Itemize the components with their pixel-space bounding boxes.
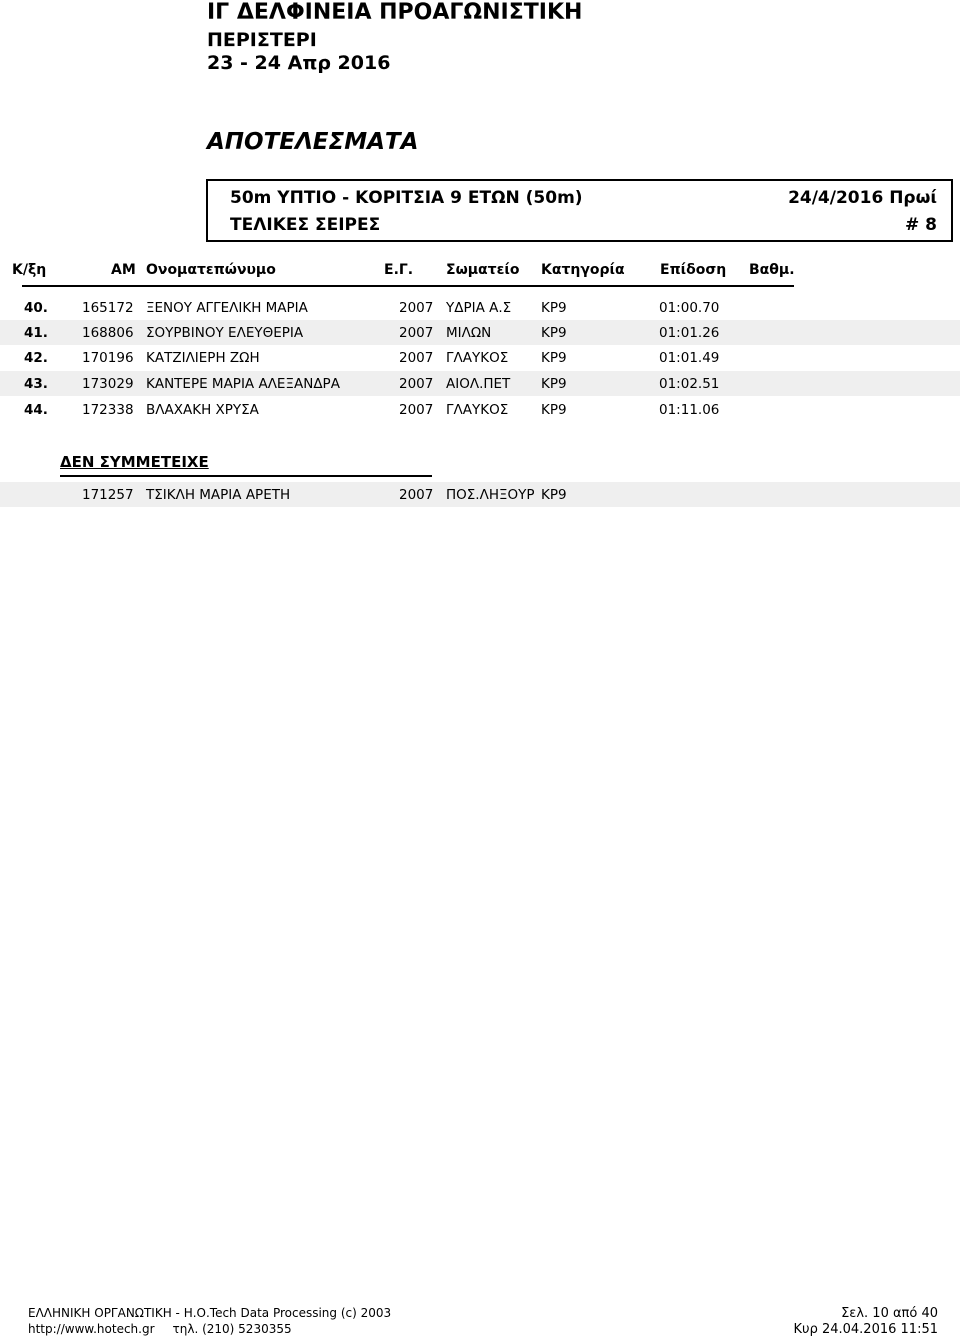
result-time: 01:02.51 bbox=[659, 376, 720, 392]
dns-club: ΠΟΣ.ΛΗΞΟΥΡ bbox=[446, 487, 535, 503]
result-category: ΚΡ9 bbox=[541, 325, 567, 341]
result-row bbox=[0, 320, 960, 345]
result-name: ΚΑΝΤΕΡΕ ΜΑΡΙΑ ΑΛΕΞΑΝΔΡΑ bbox=[146, 376, 340, 392]
result-club: ΥΔΡΙΑ Α.Σ bbox=[446, 300, 512, 316]
result-birth-year: 2007 bbox=[399, 402, 434, 418]
result-am: 172338 bbox=[82, 402, 134, 418]
result-birth-year: 2007 bbox=[399, 325, 434, 341]
result-place: 41. bbox=[24, 325, 48, 341]
result-time: 01:01.49 bbox=[659, 350, 720, 366]
result-club: ΜΙΛΩΝ bbox=[446, 325, 492, 341]
footer-page: Σελ. 10 από 40 bbox=[841, 1306, 938, 1321]
result-place: 42. bbox=[24, 350, 48, 366]
result-category: ΚΡ9 bbox=[541, 402, 567, 418]
result-place: 44. bbox=[24, 402, 48, 418]
footer-phone: τηλ. (210) 5230355 bbox=[172, 1322, 292, 1336]
result-club: ΑΙΟΛ.ΠΕΤ bbox=[446, 376, 511, 392]
footer-website: http://www.hotech.gr bbox=[28, 1322, 155, 1336]
result-name: ΞΕΝΟΥ ΑΓΓΕΛΙΚΗ ΜΑΡΙΑ bbox=[146, 300, 308, 316]
meet-dates: 23 - 24 Απρ 2016 bbox=[207, 52, 391, 74]
event-phase: ΤΕΛΙΚΕΣ ΣΕΙΡΕΣ bbox=[230, 215, 381, 235]
result-birth-year: 2007 bbox=[399, 376, 434, 392]
footer-printed: Κυρ 24.04.2016 11:51 bbox=[793, 1322, 938, 1337]
result-birth-year: 2007 bbox=[399, 300, 434, 316]
event-date: 24/4/2016 Πρωί bbox=[788, 188, 937, 208]
result-category: ΚΡ9 bbox=[541, 300, 567, 316]
col-birth-year: Ε.Γ. bbox=[384, 262, 414, 278]
result-am: 170196 bbox=[82, 350, 134, 366]
result-am: 165172 bbox=[82, 300, 134, 316]
footer-company: ΕΛΛΗΝΙΚΗ ΟΡΓΑΝΩΤΙΚΗ - Η.Ο.Tech Data Processing (c) 2003 bbox=[28, 1306, 392, 1320]
result-club: ΓΛΑΥΚΟΣ bbox=[446, 402, 509, 418]
result-club: ΓΛΑΥΚΟΣ bbox=[446, 350, 509, 366]
col-category: Κατηγορία bbox=[541, 262, 625, 278]
col-points: Βαθμ. bbox=[749, 262, 795, 278]
col-time: Επίδοση bbox=[660, 262, 727, 278]
col-place: Κ/ξη bbox=[12, 262, 47, 278]
meet-title: ΙΓ ΔΕΛΦΙΝΕΙΑ ΠΡΟΑΓΩΝΙΣΤΙΚΗ bbox=[207, 0, 583, 25]
result-name: ΣΟΥΡΒΙΝΟΥ ΕΛΕΥΘΕΡΙΑ bbox=[146, 325, 304, 341]
dns-label: ΔΕΝ ΣΥΜΜΕΤΕΙΧΕ bbox=[60, 453, 209, 471]
header-rule bbox=[22, 285, 794, 287]
result-time: 01:00.70 bbox=[659, 300, 720, 316]
event-title: 50m ΥΠΤΙΟ - ΚΟΡΙΤΣΙΑ 9 ΕΤΩΝ (50m) bbox=[230, 188, 583, 208]
result-place: 40. bbox=[24, 300, 48, 316]
result-birth-year: 2007 bbox=[399, 350, 434, 366]
result-time: 01:01.26 bbox=[659, 325, 720, 341]
dns-am: 171257 bbox=[82, 487, 134, 503]
col-am: ΑΜ bbox=[111, 262, 136, 278]
dns-birth-year: 2007 bbox=[399, 487, 434, 503]
meet-venue: ΠΕΡΙΣΤΕΡΙ bbox=[207, 29, 317, 51]
result-am: 168806 bbox=[82, 325, 134, 341]
result-name: ΒΛΑΧΑΚΗ ΧΡΥΣΑ bbox=[146, 402, 259, 418]
column-headers bbox=[0, 262, 960, 282]
result-row bbox=[0, 397, 960, 422]
result-name: ΚΑΤΖΙΛΙΕΡΗ ΖΩΗ bbox=[146, 350, 260, 366]
dns-name: ΤΣΙΚΛΗ ΜΑΡΙΑ ΑΡΕΤΗ bbox=[146, 487, 291, 503]
result-category: ΚΡ9 bbox=[541, 350, 567, 366]
col-name: Ονοματεπώνυμο bbox=[146, 262, 276, 278]
result-row bbox=[0, 295, 960, 320]
result-time: 01:11.06 bbox=[659, 402, 720, 418]
result-row bbox=[0, 345, 960, 370]
dns-rule bbox=[60, 475, 432, 477]
result-category: ΚΡ9 bbox=[541, 376, 567, 392]
event-box bbox=[206, 179, 953, 242]
footer-contact bbox=[28, 1322, 292, 1336]
dns-row bbox=[0, 482, 960, 507]
results-heading: ΑΠΟΤΕΛΕΣΜΑΤΑ bbox=[207, 129, 419, 155]
result-am: 173029 bbox=[82, 376, 134, 392]
dns-category: ΚΡ9 bbox=[541, 487, 567, 503]
result-row bbox=[0, 371, 960, 396]
result-place: 43. bbox=[24, 376, 48, 392]
col-club: Σωματείο bbox=[446, 262, 520, 278]
event-number: # 8 bbox=[905, 215, 937, 235]
